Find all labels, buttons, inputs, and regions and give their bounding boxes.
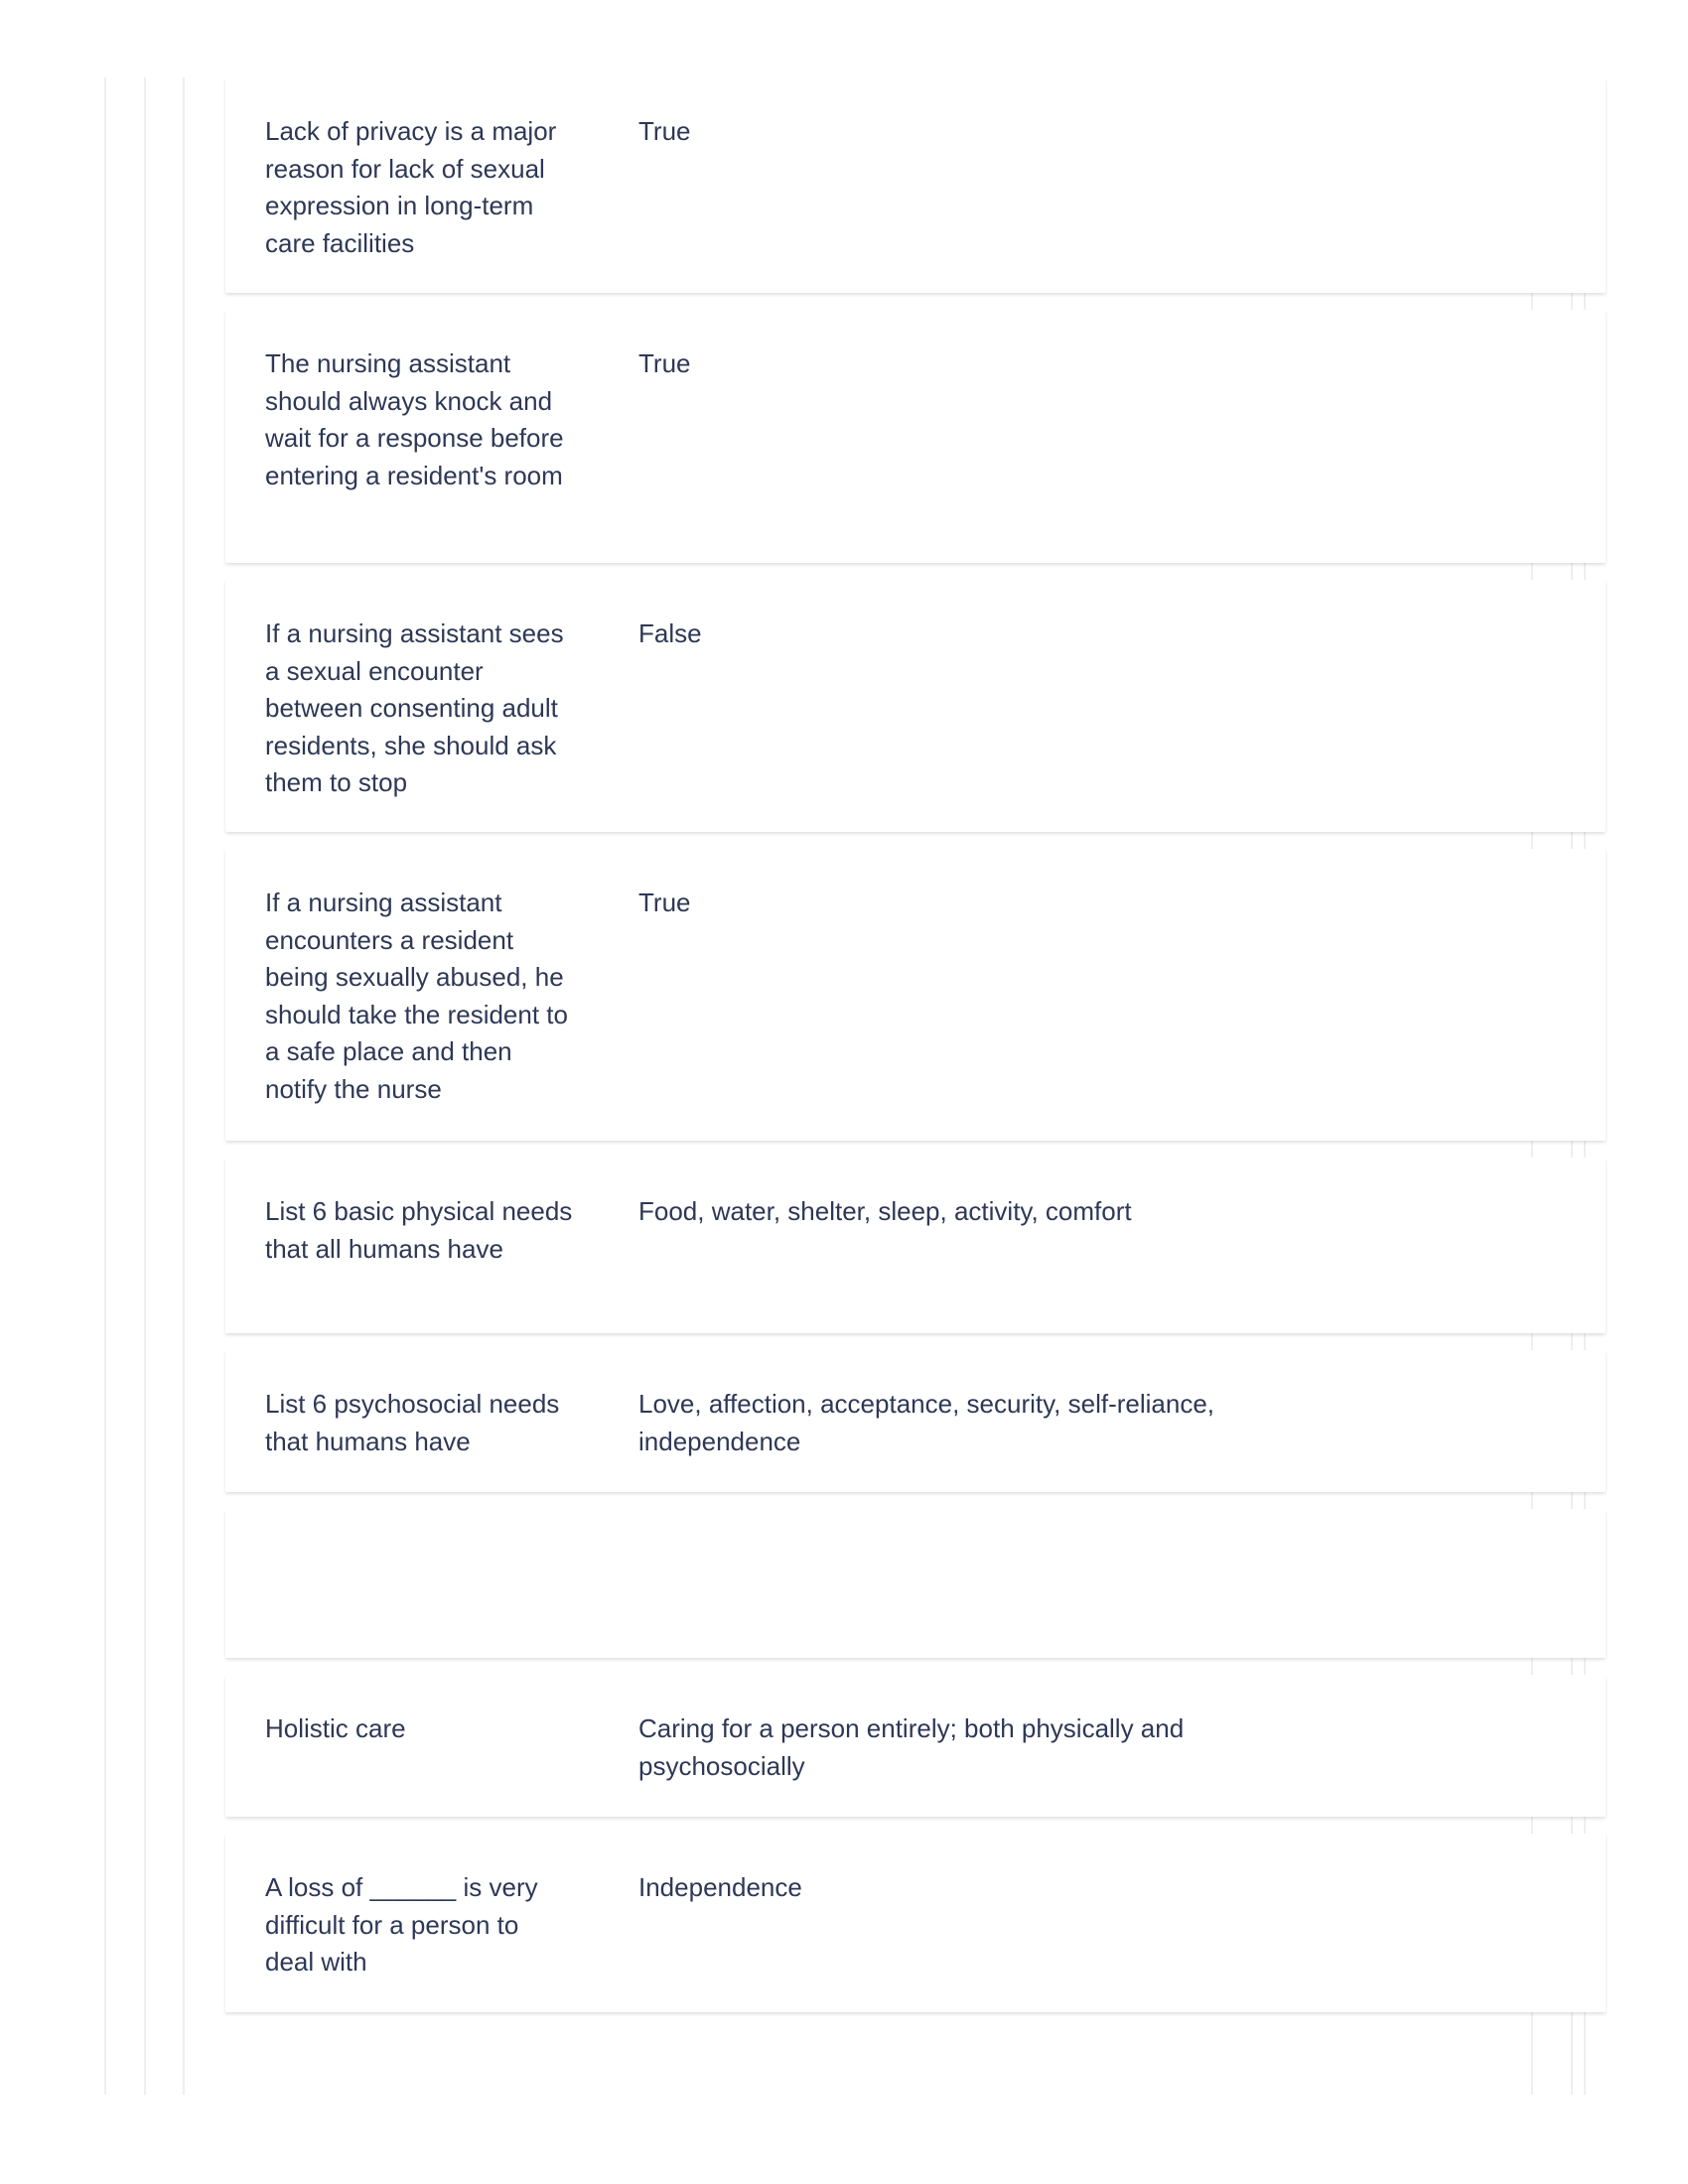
flashcard[interactable]	[225, 310, 1606, 563]
card-definition: True	[638, 887, 691, 917]
flashcard[interactable]	[225, 1350, 1606, 1492]
card-definition: Independence	[638, 1872, 802, 1902]
page-edge-line	[183, 77, 185, 2095]
card-definition: Caring for a person entirely; both physically and psychosocially	[638, 1713, 1185, 1781]
card-definition: False	[638, 618, 702, 648]
card-term: Holistic care	[265, 1713, 406, 1743]
card-definition: True	[638, 348, 691, 378]
flashcard[interactable]	[225, 1509, 1606, 1658]
flashcard[interactable]	[225, 1158, 1606, 1333]
card-term: List 6 psychosocial needs that humans have	[265, 1389, 567, 1456]
card-term: If a nursing assistant sees a sexual encounter between consenting adult residents, she should ask them to stop	[265, 618, 571, 797]
card-term: The nursing assistant should always knock and wait for a response before entering a resident's room	[265, 348, 571, 490]
flashcard[interactable]	[225, 77, 1606, 293]
card-term: Lack of privacy is a major reason for lack of sexual expression in long-term care facilities	[265, 116, 564, 258]
card-definition: Food, water, shelter, sleep, activity, comfort	[638, 1196, 1132, 1226]
card-definition: Love, affection, acceptance, security, self-reliance, independence	[638, 1389, 1215, 1456]
card-term: List 6 basic physical needs that all humans have	[265, 1196, 580, 1264]
flashcard[interactable]	[225, 1834, 1606, 2012]
card-term: A loss of ______ is very difficult for a person to deal with	[265, 1872, 545, 1977]
flashcard[interactable]	[225, 849, 1606, 1141]
flashcard[interactable]	[225, 580, 1606, 832]
page-edge-line	[104, 77, 106, 2095]
page-edge-line	[144, 77, 146, 2095]
card-definition: True	[638, 116, 691, 146]
card-term: If a nursing assistant encounters a resident being sexually abused, he should take the resident to a safe place and then notify the nurse	[265, 887, 576, 1104]
flashcard[interactable]	[225, 1675, 1606, 1817]
